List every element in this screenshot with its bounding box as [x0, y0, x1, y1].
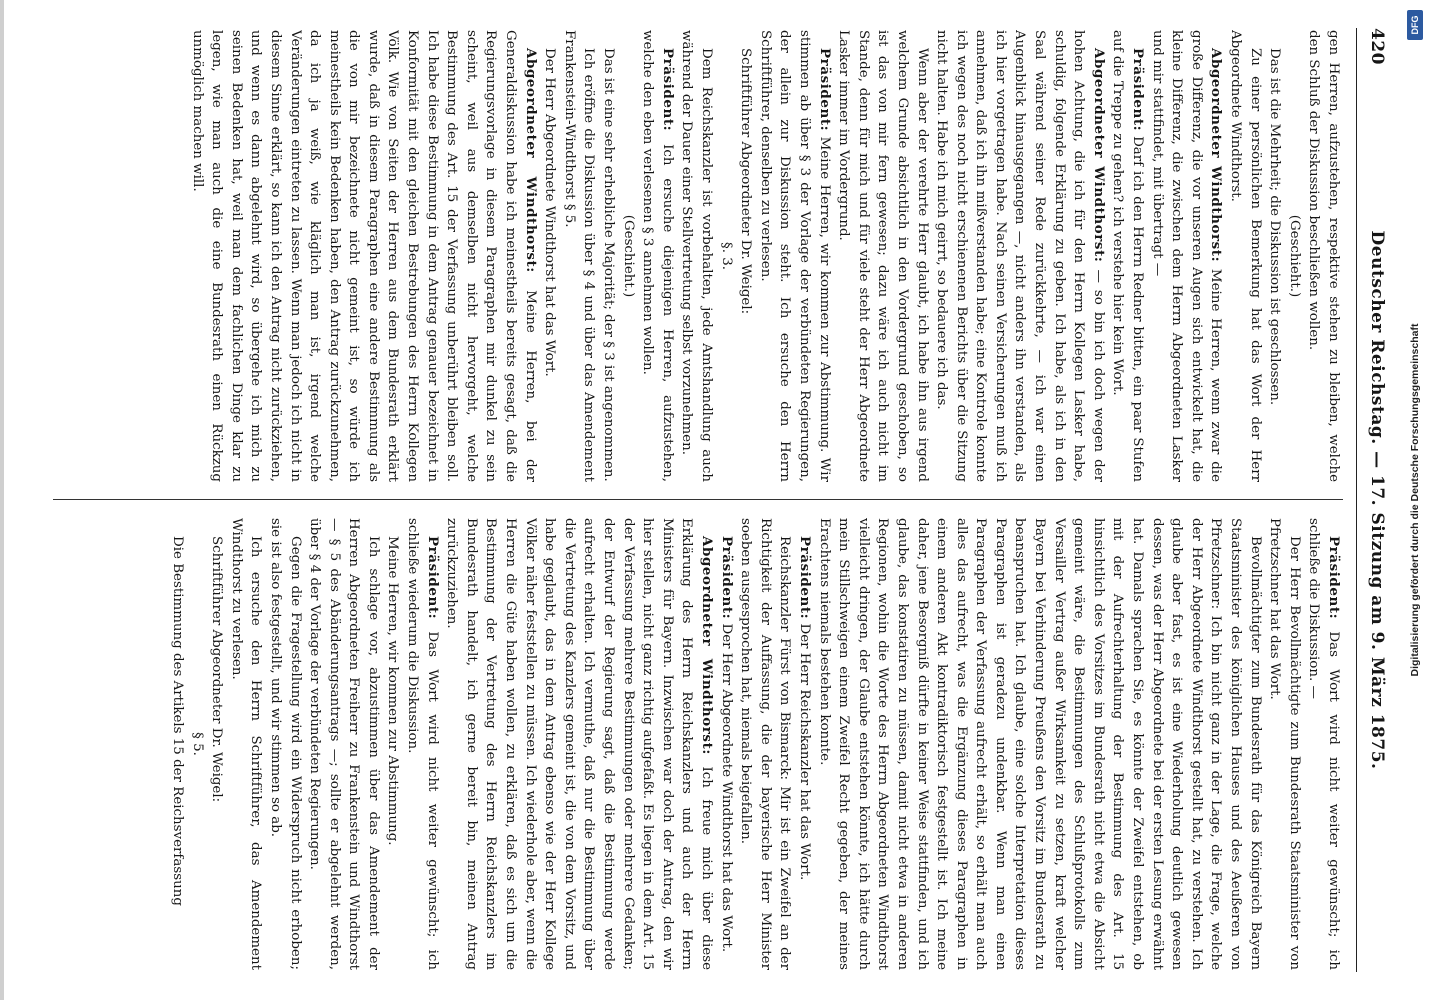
paragraph — [1225, 30, 1264, 482]
paragraph-text: Darf ich den Herrn Redner bitten, ein paar Stufen auf die Treppe zu gehen? ich verstehe hier kein Wort. — [1110, 30, 1146, 482]
header-title: Deutscher Reichstag. — [1367, 230, 1387, 445]
paragraph-text: (Geschieht.) — [1286, 214, 1302, 298]
paragraph — [794, 518, 814, 970]
paragraph-text: Ich freue mich über diese Erklärung des Herrn Reichskanzlers und auch der Herrn Ministers für Bayern. Inzwischen war doch der Antrag, den wir hier stellen, nicht ganz richtig aufgefaßt. Es liegen in dem Art. 15 der Verfassung mehrere Bestimmungen oder mehrere Gedanken; der Entwurf der Regierung sagt, daß die Bestimmung werde aufrecht erhalten. Ich vermuthe, daß nur die Bestimmung über die Vertretung des Kanzlers gemeint ist, die von dem Vorsitz, und habe geglaubt, das in dem Antrag ebenso wie der Herr Kollege Völker näher feststellen zu müssen. Ich wiederhole aber, wenn die Herren die Güte haben wollen, zu erklären, daß es sich um die Bestimmung der Vertretung des Herrn Reichskanzlers im Bundesrath handelt, ich gerne bereit bin, meinen Antrag zurückzuziehen. — [444, 518, 714, 970]
paragraph-text: — so bin ich doch wegen der hohen Achtung, die ich für den Herrn Kollegen Lasker habe, schuldig, folgende Erklärung zu geben. Ich habe, als ich in den Saal während seiner Rede zurückkehrte, — ich war einen Augenblick hinausgegangen —, nicht anders ihn verstanden, als ich hier vorgetragen habe. Nach seinen Versicherungen muß ich annehmen, daß ich ihn mißverstanden habe; eine Kontrole konnte ich wegen des noch nicht erschienenen Berichts über die Sitzung nicht halten. Habe ich mich geirrt, so bedauere ich das. — [934, 30, 1106, 482]
paragraph-text: (Geschieht.) — [620, 214, 636, 298]
digitization-credit: Digitalisierung gefördert durch die Deutsche Forschungsgemeinschaft — [1409, 323, 1421, 677]
running-head — [1363, 28, 1387, 972]
paragraph — [716, 30, 736, 482]
paragraph — [1304, 30, 1343, 482]
right-column — [43, 518, 1343, 970]
paragraph — [814, 518, 1265, 970]
paragraph-text: Schriftführer Abgeordneter Dr. Weigel: — [209, 536, 225, 803]
paragraph — [226, 518, 265, 970]
left-column — [43, 30, 1343, 482]
speaker-label: Abgeordneter Windthorst: — [1090, 48, 1107, 263]
speaker-label: Präsident: — [796, 536, 813, 620]
speaker-label: Präsident: — [816, 48, 833, 132]
speaker-label: Präsident: — [1130, 48, 1147, 132]
paragraph — [598, 30, 618, 482]
paragraph-text: Bevollmächtigter zum Bundesrath für das Königreich Bayern Staatsminister des königlichen Hauses und des Aeußeren von Pfretzschner: Ich bin nicht ganz in der Lage, die Frage, welche der Herr Abgeordnete Windthorst gestellt hat, zu verstehen. Ich glaube aber fast, es ist eine Wiederholung deutlich gewesen dessen, was der Herr Abgeordnete bei der ersten Lesung erwähnt hat. Damals sprachen Sie, es könnte der Zweifel entstehen, ob mit der Aufrechterhaltung der Bestimmung des Art. 15 hinsichtlich des Vorsitzes im Bundesrath nicht etwa die Absicht gemeint wäre, die Bestimmungen des Schlußprotokolls zum Versailler Vertrag außer Wirksamkeit zu setzen, kraft welcher Bayern bei Verhinderung Preußens den Vorsitz im Bundesrath zu beanspruchen hat. Ich glaube, eine solche Interpretation dieses Paragraphen ist geradezu undenkbar. Wenn man einen Paragraphen der Verfassung aufrecht erhält, so erhält man auch alles das aufrecht, was die Ergänzung dieses Paragraphen in einem anderen Akt kontradiktorisch festgestellt ist. Ich meine daher, jene Besorgniß dürfte in keiner Weise stattfinden, und ich glaube, das konstatiren zu müssen, damit nicht etwa in anderen Regionen, wohin die Worte des Herrn Abgeordneten Windthorst vielleicht dringen, der Glaube entstehen könnte, ich hätte durch mein Stillschweigen einem Zweifel Recht gegeben, der meines Erachtens niemals bestehen konnte. — [816, 518, 1263, 970]
paragraph-text: Dem Reichskanzler ist vorbehalten, jede Amtshandlung auch während der Dauer einer Stellvertretung selbst vorzunehmen. — [679, 30, 714, 482]
paragraph-text: Ich ersuche diejenigen Herren, aufzustehen, welche den eben verlesenen § 3 annehmen wollen. — [640, 30, 675, 482]
paragraph-text: Der Herr Reichskanzler hat das Wort. — [796, 623, 812, 881]
paragraph-text: Ich ersuche den Herrn Schriftführer, das Amendement Windthorst zu verlesen. — [228, 518, 264, 970]
paragraph-text: Schriftführer Abgeordneter Dr. Weigel: — [738, 48, 754, 315]
paragraph — [383, 518, 403, 970]
speaker-label: Abgeordneter Windthorst: — [1208, 48, 1225, 263]
dfg-logo: DFG — [1407, 10, 1423, 40]
paragraph-text: Meine Herren, bei der Generaldiskussion habe ich meinestheils bereits gesagt, daß die Regierungsvorlage in diesem Paragraphen mir dunkel zu sein scheint, weil aus demselben nicht hervorgeht, welche Bestimmung des Art. 15 der Verfassung unberührt bleiben soll. Ich habe diese Bestimmung in dem Antrag genauer bezeichnet in Konformität mit den gleichen Bestrebungen des Herrn Kollegen Völk. Wie von Seiten der Herren aus dem Bundesrath erklärt wurde, daß in diesem Paragraphen eine andere Bestimmung als die von mir bezeichnete nicht gemeint ist, so würde ich meinestheils kein Bedenken haben, den Antrag zurückzunehmen, da ich ja weiß, wie kläglich man ist, irgend welche Veränderungen eintreten zu lassen. Wenn man jedoch ich nicht in diesem Sinne erklärt, so kann ich den Antrag nicht zurückziehen, und wenn es dann abgelehnt wird, so übergehe ich mich zu seinen Bedenken hat, weil man dem fachlichen Dinge klar zu legen, wie man auch die eine Bundesrath einen Rückzug unmöglich machen will. — [189, 30, 538, 482]
paragraph-text: Zu einer persönlichen Bemerkung hat das Wort der Herr Abgeordnete Windthorst. — [1228, 30, 1263, 482]
paragraph-text: Ich eröffne die Diskussion über § 4 und über das Amendement Frankenstein-Windthorst § 5. — [561, 30, 597, 482]
paragraph — [187, 30, 540, 482]
speaker-label: Abgeordneter Windthorst: — [522, 48, 539, 273]
paragraph — [932, 30, 1108, 482]
paragraph-text: Wenn aber der verehrte Herr glaubt, ich habe ihn aus irgend welchem Grunde absichtlich in den Vordergrund geschoben, so ist das von mir fern gewesen; dazu wäre ich auch nicht im Stande, denn für mich und für viele steht der Herr Abgeordnete Lasker immer im Vordergrund. — [836, 30, 930, 482]
paragraph-text: Das Wort wird nicht weiter gewünscht; ich schließe wiederum die Diskussion. — [405, 518, 440, 970]
paragraph-text: Ich schlage vor, abzustimmen über das Amendement der Herren Abgeordneten Freiherr zu Frankenstein und Windthorst — § 5 des Abänderungsantrags —; sollte er abgelehnt werden, über § 4 der Vorlage der verbündeten Regierungen. — [307, 518, 381, 970]
column-divider — [53, 499, 1343, 500]
paragraph-text: Der Herr Abgeordnete Windthorst hat das Wort. — [542, 48, 558, 377]
paragraph — [677, 30, 716, 482]
speaker-label: Präsident: — [718, 536, 735, 620]
paragraph — [403, 518, 442, 970]
paragraph-text: Der Herr Abgeordnete Windthorst hat das Wort. — [718, 623, 734, 953]
page-number: 420 — [1367, 28, 1387, 65]
paragraph — [167, 518, 187, 970]
paragraph — [559, 30, 598, 482]
paragraph — [736, 30, 756, 482]
paragraph-text: § 5. — [189, 732, 205, 756]
header-rule — [1356, 28, 1357, 972]
paragraph-text: Gegen die Fragestellung wird ein Widerspruch nicht erhoben; sie ist also festgestellt, und wir stimmen so ab. — [267, 518, 303, 970]
paragraph — [618, 30, 638, 482]
paragraph — [207, 518, 227, 970]
paragraph — [265, 518, 304, 970]
paragraph — [1108, 30, 1147, 482]
paragraph — [1284, 30, 1304, 482]
speaker-label: Präsident: — [1326, 536, 1342, 620]
paragraph — [755, 30, 833, 482]
speaker-label: Abgeordneter Windthorst: — [699, 536, 715, 755]
speaker-label: Präsident: — [659, 48, 676, 132]
paragraph-text: Der Herr Bevollmächtigte zum Bundesrath Staatsminister von Pfretzschner hat das Wort. — [1267, 518, 1302, 970]
digitization-sidebar — [1398, 0, 1432, 1000]
paragraph — [834, 30, 932, 482]
paragraph — [736, 518, 795, 970]
paragraph-text: Das ist die Mehrheit; die Diskussion ist geschlossen. — [1267, 48, 1283, 406]
paragraph — [1265, 30, 1285, 482]
scan-edge — [0, 0, 4, 1000]
paragraph — [716, 518, 736, 970]
paragraph — [638, 30, 677, 482]
paragraph-text: Reichskanzler Fürst von Bismarck: Mir ist ein Zweifel an der Richtigkeit der Auffassung, die der bayerische Herr Minister soeben ausgesprochen hat, niemals beigefallen. — [738, 518, 793, 970]
header-session: — 17. Sitzung am 9. März 1875. — [1367, 451, 1387, 770]
paragraph-text: Die Bestimmung des Artikels 15 der Reichsverfassung — [169, 536, 185, 906]
paragraph — [1265, 518, 1304, 970]
paragraph — [1147, 30, 1225, 482]
paragraph-text: Meine Herren, wir kommen zur Abstimmung. Wir stimmen ab über § 3 der Vorlage der verbündeten Regierungen, der allein zur Diskussion steht. Ich ersuche den Herrn Schriftführer, denselben zu verlesen. — [757, 30, 832, 482]
rotated-page — [31, 20, 1401, 980]
paragraph — [442, 518, 716, 970]
paragraph-text: Das ist eine sehr erhebliche Majorität; der § 3 ist angenommen. — [601, 48, 617, 482]
paragraph — [187, 518, 207, 970]
paragraph-text: Das Wort wird nicht weiter gewünscht; ich schließe die Diskussion. — — [1306, 518, 1341, 970]
paragraph-text: §. 3. — [718, 242, 734, 270]
paragraph — [305, 518, 383, 970]
paragraph — [540, 30, 560, 482]
paragraph-text: Meine Herren, wenn zwar die große Differenz, die vor unseren Augen sich entwickelt hat, die kleine Differenz, die zwischen dem Herrn Abgeordneten Lasker und mir stattfindet, mit übertragt — — [1149, 30, 1224, 482]
paragraph — [1304, 518, 1343, 970]
paragraph-text: gen Herren, aufzustehen, respektive stehen zu bleiben, welche den Schluß der Diskussion beschließen wollen. — [1306, 30, 1341, 482]
speaker-label: Präsident: — [424, 536, 441, 620]
paragraph-text: Meine Herren, wir kommen zur Abstimmung. — [385, 536, 401, 846]
